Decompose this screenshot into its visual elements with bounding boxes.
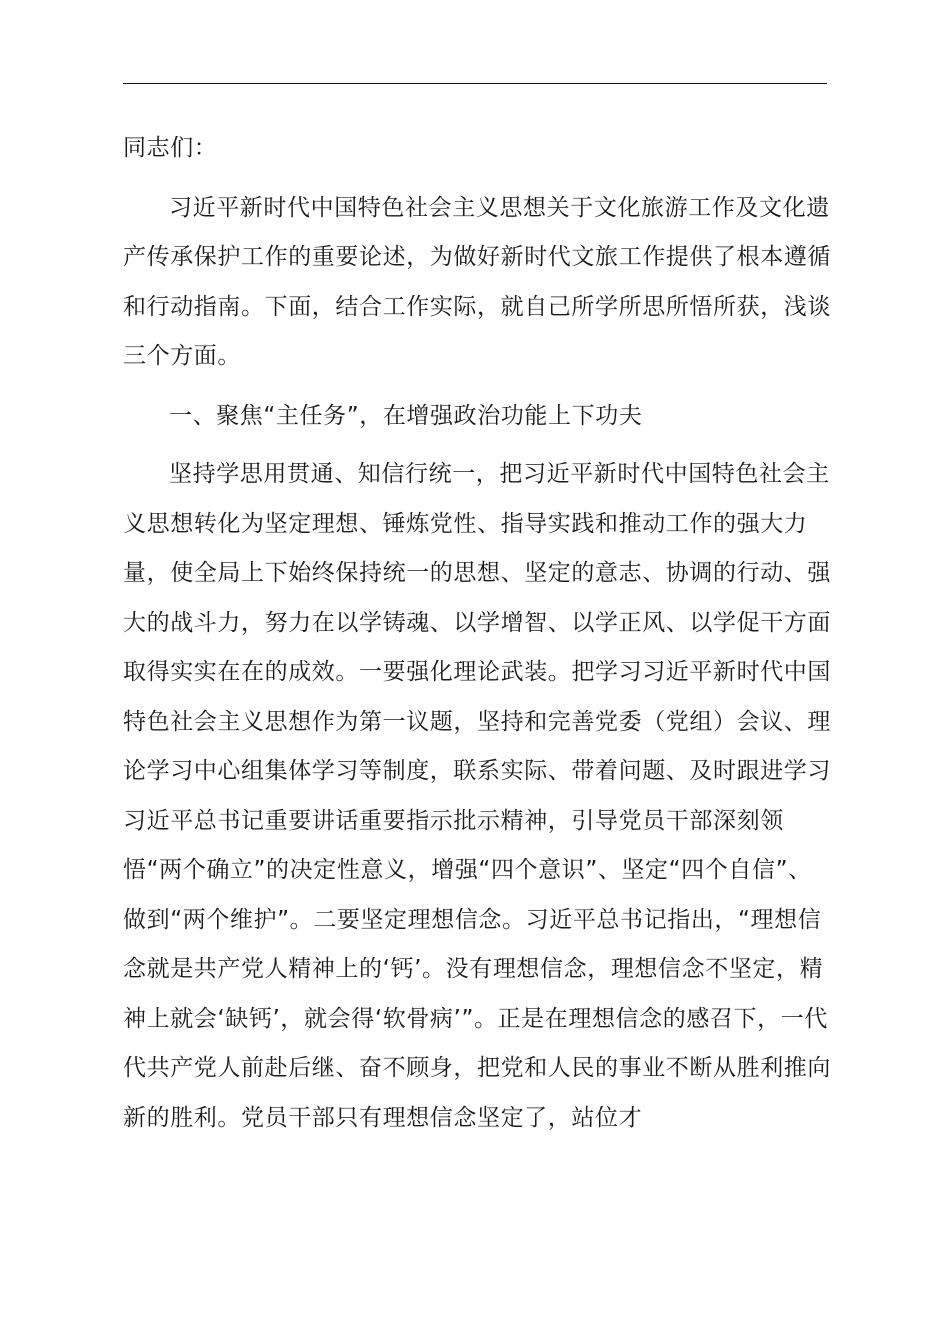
intro-paragraph: 习近平新时代中国特色社会主义思想关于文化旅游工作及文化遗产传承保护工作的重要论述，为做好新时代文旅工作提供了根本遵循和行动指南。下面，结合工作实际，就自己所学所思所悟所获，浅谈三个方面。 [123, 194, 831, 369]
body-paragraph: 坚持学思用贯通、知信行统一，把习近平新时代中国特色社会主义思想转化为坚定理想、锤炼党性、指导实践和推动工作的强大力量，使全局上下始终保持统一的思想、坚定的意志、协调的行动、强大的战斗力，努力在以学铸魂、以学增智、以学正风、以学促干方面取得实实在在的成效。一要强化理论武装。把学习习近平新时代中国特色社会主义思想作为第一议题，坚持和完善党委（党组）会议、理论学习中心组集体学习等制度，联系实际、带着问题、及时跟进学习习近平总书记重要讲话重要指示批示精神，引导党员干部深刻领悟“两个确立”的决定性意义，增强“四个意识”、坚定“四个自信”、做到“两个维护”。二要坚定理想信念。习近平总书记指出，“理想信念就是共产党人精神上的‘钙’。没有理想信念，理想信念不坚定，精神上就会‘缺钙’，就会得‘软骨病’”。正是在理想信念的感召下，一代代共产党人前赴后继、奋不顾身，把党和人民的事业不断从胜利推向新的胜利。党员干部只有理想信念坚定了，站位才 [123, 461, 831, 1131]
header-rule [123, 83, 827, 84]
section-heading: 一、聚焦“主任务”，在增强政治功能上下功夫 [169, 402, 643, 429]
document-body [123, 124, 833, 1143]
salutation: 同志们： [123, 135, 218, 161]
